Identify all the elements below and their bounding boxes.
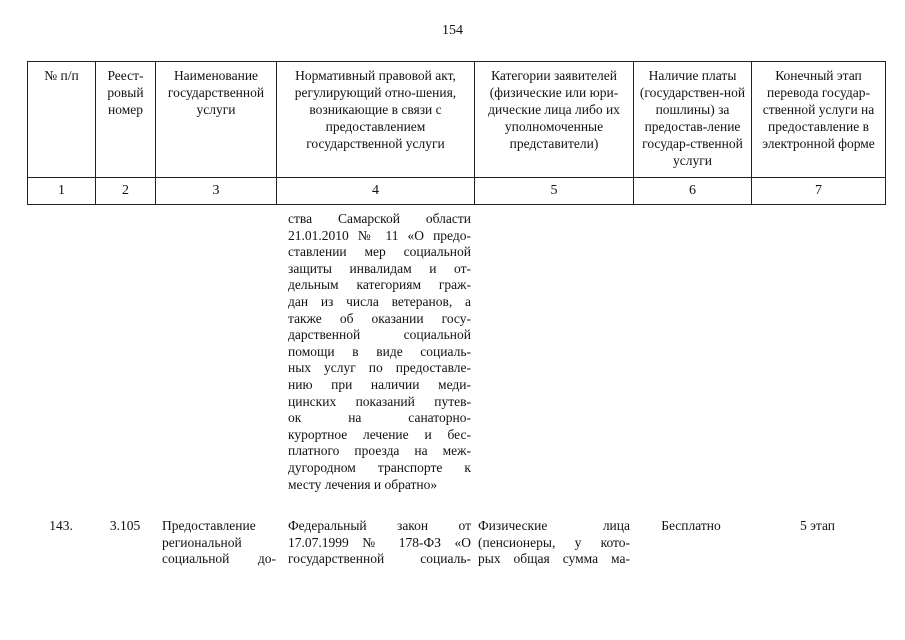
- column-number: 5: [475, 178, 634, 205]
- column-number: 4: [277, 178, 475, 205]
- column-number: 3: [156, 178, 277, 205]
- text-line: месту лечения и обратно»: [288, 476, 438, 492]
- row-143-final-stage: 5 этап: [799, 518, 836, 533]
- column-number: 1: [28, 178, 96, 205]
- text-line: ок на санаторно-: [288, 410, 471, 426]
- text-line: ных услуг по предоставле-: [288, 360, 471, 376]
- text-line: ставлении мер социальной: [288, 244, 471, 260]
- text-line: Предоставление: [162, 518, 256, 533]
- text-line: также об оказании госу-: [288, 310, 471, 326]
- row-143-service-name: [162, 518, 276, 568]
- text-line: защиты инвалидам и от-: [288, 260, 471, 276]
- text-line: курортное лечение и бес-: [288, 426, 471, 442]
- column-number: 7: [752, 178, 886, 205]
- text-line: нию при наличии меди-: [288, 376, 471, 392]
- services-table-header: [27, 61, 886, 205]
- text-line: цинских показаний путев-: [288, 393, 471, 409]
- header-number: № п/п: [28, 62, 96, 178]
- text-line: рых общая сумма ма-: [478, 551, 630, 567]
- text-line: 17.07.1999 № 178-ФЗ «О: [288, 534, 471, 550]
- header-row: [28, 62, 886, 178]
- header-service-name: Наименование государственной услуги: [156, 62, 277, 178]
- text-line: социальной до-: [162, 551, 276, 567]
- header-applicants: Категории заявителей (физические или юри-дические лица либо их уполномоченные представители): [475, 62, 634, 178]
- row-143-fee: Бесплатно: [661, 518, 721, 533]
- text-line: государственной социаль-: [288, 551, 471, 567]
- continued-legal-act-text: [288, 211, 471, 493]
- row-143-number: 143.: [49, 518, 73, 533]
- text-line: региональной: [162, 534, 242, 550]
- text-line: платного проезда на меж-: [288, 443, 471, 459]
- text-line: дугородном транспорте к: [288, 459, 471, 475]
- column-number-row: [28, 178, 886, 205]
- text-line: помощи в виде социаль-: [288, 343, 471, 359]
- row-143-legal-act: [288, 518, 471, 568]
- text-line: ства Самарской области: [288, 211, 471, 226]
- header-final-stage: Конечный этап перевода государ-ственной услуги на предоставление в электронной форме: [752, 62, 886, 178]
- text-line: Федеральный закон от: [288, 518, 471, 533]
- header-registry: Реест-ровый номер: [96, 62, 156, 178]
- column-number: 6: [634, 178, 752, 205]
- text-line: дельным категориям граж-: [288, 277, 471, 293]
- text-line: дарственной социальной: [288, 327, 471, 343]
- text-line: дан из числа ветеранов, а: [288, 293, 471, 309]
- text-line: (пенсионеры, у кото-: [478, 534, 630, 550]
- row-143-applicants: [478, 518, 630, 568]
- header-fee: Наличие платы (государствен-ной пошлины) за предостав-ление государ-ственной услуги: [634, 62, 752, 178]
- column-number: 2: [96, 178, 156, 205]
- header-legal-act: Нормативный правовой акт, регулирующий отно-шения, возникающие в связи с предоставлением государственной услуги: [277, 62, 475, 178]
- row-143-registry: 3.105: [109, 518, 141, 533]
- text-line: 21.01.2010 № 11 «О предо-: [288, 227, 471, 243]
- page-number: 154: [442, 23, 463, 38]
- text-line: Физические лица: [478, 518, 630, 533]
